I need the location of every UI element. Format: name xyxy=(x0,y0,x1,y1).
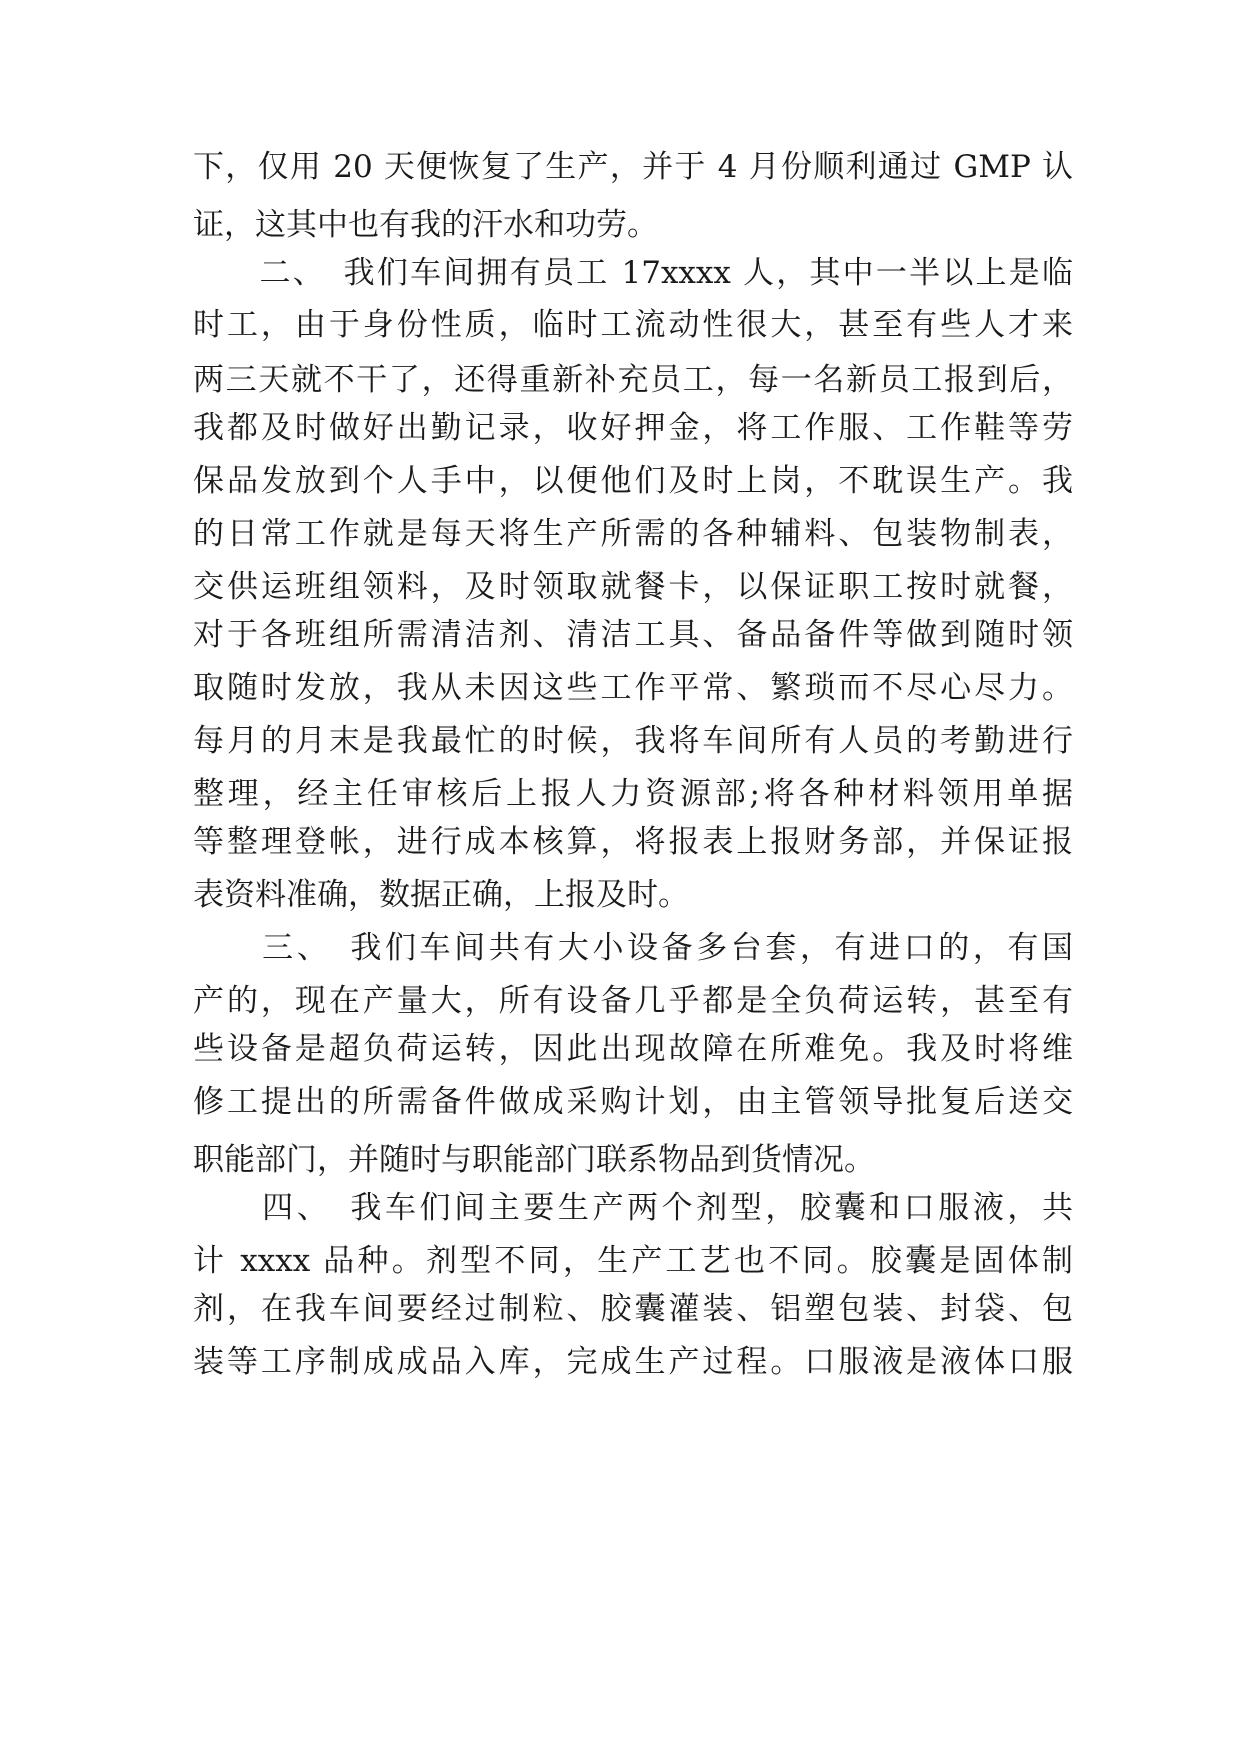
text-line: 两三天就不干了，还得重新补充员工，每一名新员工报到后， xyxy=(193,362,1073,398)
text-line: 保品发放到个人手中，以便他们及时上岗，不耽误生产。我 xyxy=(193,463,1073,499)
text-line: 交供运班组领料，及时领取就餐卡，以保证职工按时就餐， xyxy=(193,569,1073,605)
text-line: 计 xxxx 品种。剂型不同，生产工艺也不同。胶囊是固体制 xyxy=(193,1243,1073,1279)
text-line: 每月的月末是我最忙的时候，我将车间所有人员的考勤进行 xyxy=(193,723,1073,759)
text-line: 整理，经主任审核后上报人力资源部;将各种材料领用单据 xyxy=(193,776,1073,812)
text-line: 二、 我们车间拥有员工 17xxxx 人，其中一半以上是临 xyxy=(193,255,1073,291)
text-line: 产的，现在产量大，所有设备几乎都是全负荷运转，甚至有 xyxy=(193,983,1073,1019)
text-line: 对于各班组所需清洁剂、清洁工具、备品备件等做到随时领 xyxy=(193,617,1073,653)
text-line: 剂，在我车间要经过制粒、胶囊灌装、铝塑包装、封袋、包 xyxy=(193,1291,1073,1327)
text-line: 证，这其中也有我的汗水和功劳。 xyxy=(193,207,658,243)
text-line: 表资料准确，数据正确，上报及时。 xyxy=(193,877,689,913)
text-line: 的日常工作就是每天将生产所需的各种辅料、包装物制表， xyxy=(193,516,1073,552)
text-line: 修工提出的所需备件做成采购计划，由主管领导批复后送交 xyxy=(193,1084,1073,1120)
text-line: 下，仅用 20 天便恢复了生产，并于 4 月份顺利通过 GMP 认 xyxy=(193,149,1073,185)
text-line: 我都及时做好出勤记录，收好押金，将工作服、工作鞋等劳 xyxy=(193,410,1073,446)
text-line: 些设备是超负荷运转，因此出现故障在所难免。我及时将维 xyxy=(193,1031,1073,1067)
text-line: 时工，由于身份性质，临时工流动性很大，甚至有些人才来 xyxy=(193,307,1073,343)
text-line: 取随时发放，我从未因这些工作平常、繁琐而不尽心尽力。 xyxy=(193,670,1073,706)
text-line: 等整理登帐，进行成本核算，将报表上报财务部，并保证报 xyxy=(193,824,1073,860)
text-line: 职能部门，并随时与职能部门联系物品到货情况。 xyxy=(193,1142,875,1178)
text-line: 四、 我车们间主要生产两个剂型，胶囊和口服液，共 xyxy=(193,1190,1073,1226)
text-line: 装等工序制成成品入库，完成生产过程。口服液是液体口服 xyxy=(193,1344,1073,1380)
text-line: 三、 我们车间共有大小设备多台套，有进口的，有国 xyxy=(193,930,1073,966)
